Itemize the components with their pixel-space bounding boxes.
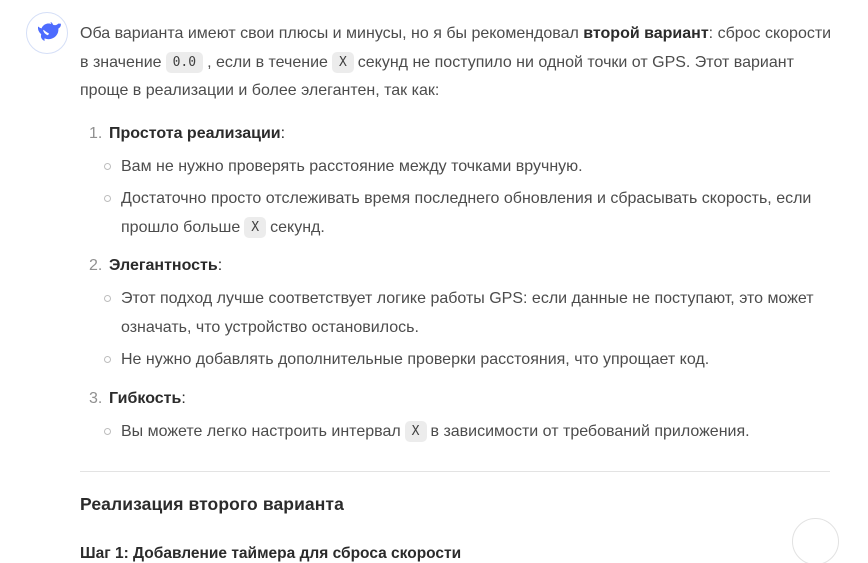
bullet-icon <box>104 428 111 435</box>
deepseek-whale-icon <box>34 18 60 49</box>
list-item-title: Гибкость <box>109 389 182 407</box>
section-divider <box>80 471 830 472</box>
bullet-text: Вам не нужно проверять расстояние между точками вручную. <box>121 157 583 175</box>
intro-text-4: секунд не поступило ни одной точки от GPS. Этот вариант проще в реализации и более элегантен, так как: <box>80 53 794 99</box>
bullet-item <box>89 346 832 375</box>
list-marker: 3. <box>89 389 103 407</box>
bullet-icon <box>104 163 111 170</box>
intro-text-1: Оба варианта имеют свои плюсы и минусы, но я бы рекомендовал <box>80 25 584 42</box>
bullet-text: Этот подход лучше соответствует логике работы GPS: если данные не поступают, это может означать, что устройство остановилось. <box>121 290 814 336</box>
bullet-item <box>89 418 832 447</box>
bullet-text: Достаточно просто отслеживать время последнего обновления и сбрасывать скорость, если прошло больше X секунд. <box>121 190 812 236</box>
bullet-icon <box>104 295 111 302</box>
step-heading: Шаг 1: Добавление таймера для сброса скорости <box>80 545 462 562</box>
bullet-item <box>89 285 832 342</box>
intro-text-2: : сброс скорости в значение <box>80 25 832 71</box>
advantages-list <box>80 120 832 447</box>
inline-code-chip: X <box>405 421 427 442</box>
message-content <box>80 12 832 563</box>
inline-code-chip: X <box>244 217 266 238</box>
scroll-to-bottom-button[interactable] <box>792 518 839 563</box>
list-item-flexibility <box>89 385 832 447</box>
bullet-icon <box>104 356 111 363</box>
assistant-avatar <box>26 12 68 54</box>
list-item-colon: : <box>181 389 186 407</box>
list-item-title: Простота реализации <box>109 124 281 142</box>
bullet-item <box>89 153 832 182</box>
list-marker: 2. <box>89 257 103 274</box>
list-item-elegance <box>89 252 832 375</box>
intro-paragraph <box>80 20 832 106</box>
list-marker: 1. <box>89 124 103 142</box>
bullet-text: Вы можете легко настроить интервал X в зависимости от требований приложения. <box>121 422 750 440</box>
list-item-title: Элегантность <box>109 257 218 274</box>
intro-text-3: , если в течение <box>207 53 328 71</box>
bullet-text: Не нужно добавлять дополнительные проверки расстояния, что упрощает код. <box>121 351 710 368</box>
list-item-colon: : <box>217 257 223 274</box>
section-heading: Реализация второго варианта <box>80 494 344 514</box>
inline-code-chip: X <box>332 52 354 73</box>
intro-bold: второй вариант <box>583 25 709 42</box>
list-item-simplicity <box>89 120 832 243</box>
list-item-colon: : <box>280 124 286 142</box>
bullet-icon <box>104 195 111 202</box>
bullet-item <box>89 185 832 242</box>
inline-code-chip: 0.0 <box>166 52 203 73</box>
